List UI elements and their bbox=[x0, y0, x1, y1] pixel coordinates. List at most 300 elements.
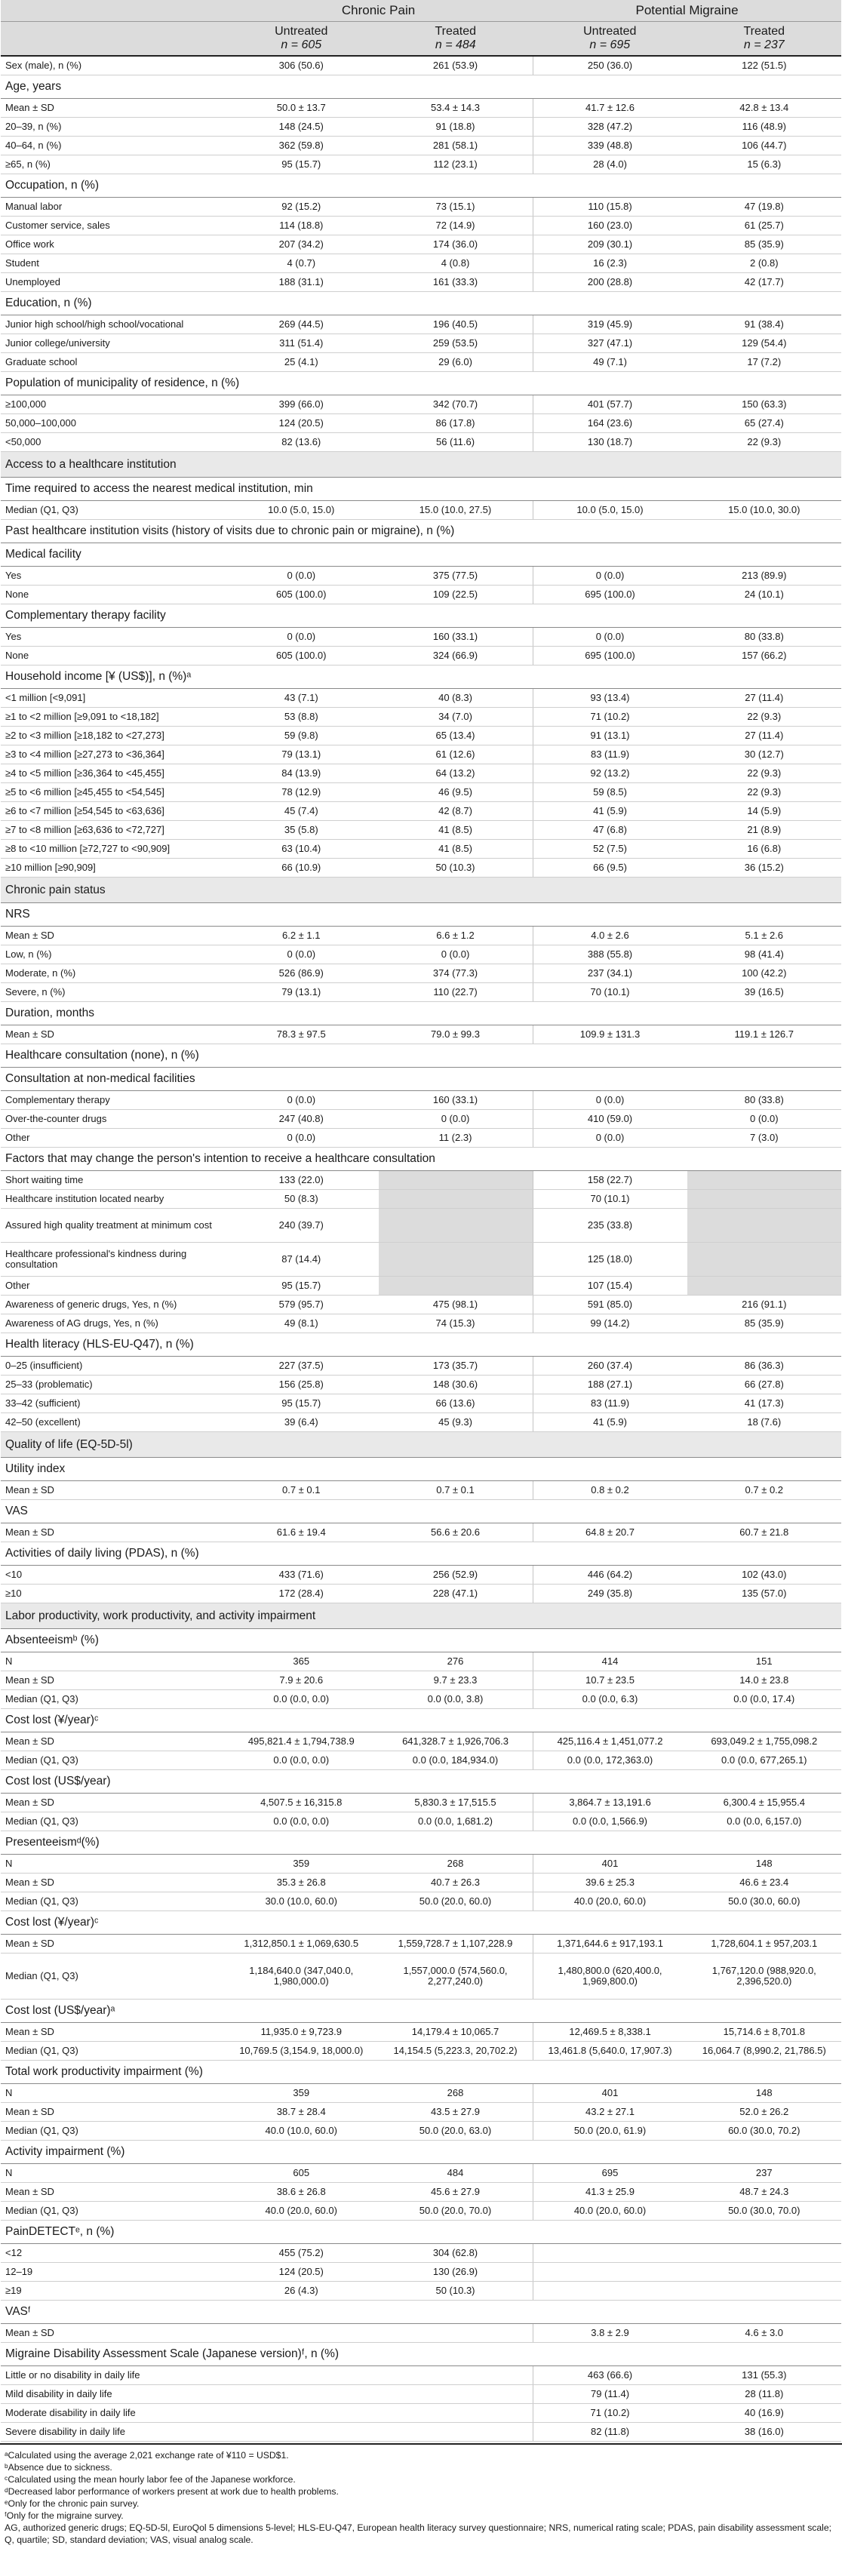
subsection-title: Cost lost (US$/year) bbox=[1, 1770, 841, 1794]
cell-value: 6,300.4 ± 15,955.4 bbox=[687, 1794, 842, 1812]
row-label: Median (Q1, Q3) bbox=[1, 2042, 224, 2061]
subsection-header bbox=[1, 1002, 841, 1025]
table-row bbox=[1, 2263, 841, 2282]
row-label: Mean ± SD bbox=[1, 1874, 224, 1892]
subsection-header bbox=[1, 666, 841, 689]
cell-value: 93 (13.4) bbox=[533, 689, 687, 708]
subsection-title: NRS bbox=[1, 903, 841, 927]
cell-value: 60.7 ± 21.8 bbox=[687, 1523, 842, 1542]
cell-value: 0 (0.0) bbox=[379, 945, 533, 964]
cell-value: 342 (70.7) bbox=[379, 395, 533, 414]
cell-value: 172 (28.4) bbox=[224, 1585, 379, 1603]
table-row bbox=[1, 1812, 841, 1831]
cell-value: 174 (36.0) bbox=[379, 235, 533, 254]
cell-value: 95 (15.7) bbox=[224, 1277, 379, 1296]
cell-value: 399 (66.0) bbox=[224, 395, 379, 414]
cell-value: 50.0 (30.0, 60.0) bbox=[687, 1892, 842, 1911]
row-label: Median (Q1, Q3) bbox=[1, 1812, 224, 1831]
cell-value: 131 (55.3) bbox=[687, 2366, 842, 2385]
cell-value: 85 (35.9) bbox=[687, 1314, 842, 1333]
cell-value: 196 (40.5) bbox=[379, 315, 533, 334]
cell-value bbox=[687, 1171, 842, 1190]
cell-value: 151 bbox=[687, 1652, 842, 1671]
footnote: AG, authorized generic drugs; EQ-5D-5l, EuroQol 5 dimensions 5-level; HLS-EU-Q47, European health literacy survey questionnaire; NRS, numerical rating scale; PDAS, pain disability assessment scale; Q, quartile; SD, standard deviation; VAS, visual analog scale. bbox=[5, 2522, 832, 2545]
subsection-header bbox=[1, 1044, 841, 1068]
table-row bbox=[1, 273, 841, 292]
cell-value: 0.0 (0.0, 3.8) bbox=[379, 1690, 533, 1709]
cell-value: 110 (22.7) bbox=[379, 983, 533, 1002]
cell-value: 83 (11.9) bbox=[533, 1394, 687, 1413]
subsection-header bbox=[1, 75, 841, 99]
cell-value bbox=[687, 2244, 842, 2263]
cell-value: 446 (64.2) bbox=[533, 1566, 687, 1585]
table-row bbox=[1, 2385, 841, 2404]
section-title: Labor productivity, work productivity, and activity impairment bbox=[1, 1603, 841, 1629]
cell-value: 52.0 ± 26.2 bbox=[687, 2103, 842, 2122]
row-label: Mean ± SD bbox=[1, 1732, 224, 1751]
cell-value: 38 (16.0) bbox=[687, 2423, 842, 2442]
subsection-header bbox=[1, 604, 841, 628]
subsection-title: Age, years bbox=[1, 75, 841, 99]
col-label: Treated bbox=[743, 25, 785, 38]
table-row bbox=[1, 1935, 841, 1954]
cell-value: 22 (9.3) bbox=[687, 783, 842, 802]
cell-value: 4.0 ± 2.6 bbox=[533, 927, 687, 945]
row-label: ≥10 million [≥90,909] bbox=[1, 859, 224, 878]
cell-value: 4 (0.8) bbox=[379, 254, 533, 273]
cell-value: 410 (59.0) bbox=[533, 1110, 687, 1129]
cell-value: 484 bbox=[379, 2164, 533, 2183]
cell-value: 401 bbox=[533, 2084, 687, 2103]
col-label: Untreated bbox=[275, 25, 328, 38]
row-label: Median (Q1, Q3) bbox=[1, 1892, 224, 1911]
cell-value: 72 (14.9) bbox=[379, 217, 533, 235]
cell-value: 65 (27.4) bbox=[687, 414, 842, 433]
row-label: Awareness of generic drugs, Yes, n (%) bbox=[1, 1296, 224, 1314]
row-label: Little or no disability in daily life bbox=[1, 2366, 224, 2385]
row-label: ≥8 to <10 million [≥72,727 to <90,909] bbox=[1, 840, 224, 859]
table-row bbox=[1, 1566, 841, 1585]
cell-value: 53 (8.8) bbox=[224, 708, 379, 727]
table-row bbox=[1, 395, 841, 414]
cell-value: 47 (19.8) bbox=[687, 198, 842, 217]
row-label: Junior college/university bbox=[1, 334, 224, 353]
cell-value: 327 (47.1) bbox=[533, 334, 687, 353]
row-label: Median (Q1, Q3) bbox=[1, 1690, 224, 1709]
section-title: Quality of life (EQ-5D-5l) bbox=[1, 1432, 841, 1458]
cell-value: 276 bbox=[379, 1652, 533, 1671]
row-label: Mean ± SD bbox=[1, 1523, 224, 1542]
cell-value: 39.6 ± 25.3 bbox=[533, 1874, 687, 1892]
cell-value: 375 (77.5) bbox=[379, 567, 533, 586]
cell-value: 38.7 ± 28.4 bbox=[224, 2103, 379, 2122]
cell-value: 41 (8.5) bbox=[379, 840, 533, 859]
row-label: Mean ± SD bbox=[1, 1935, 224, 1954]
cell-value: 45 (9.3) bbox=[379, 1413, 533, 1432]
table-row bbox=[1, 56, 841, 75]
row-label: ≥10 bbox=[1, 1585, 224, 1603]
col-n: n = 605 bbox=[281, 38, 322, 51]
cell-value: 0 (0.0) bbox=[533, 567, 687, 586]
row-label: ≥2 to <3 million [≥18,182 to <27,273] bbox=[1, 727, 224, 745]
cell-value: 109 (22.5) bbox=[379, 586, 533, 604]
row-label: Yes bbox=[1, 567, 224, 586]
cell-value: 50 (10.3) bbox=[379, 859, 533, 878]
cell-value: 122 (51.5) bbox=[687, 56, 842, 75]
row-label: ≥100,000 bbox=[1, 395, 224, 414]
subsection-title: Consultation at non-medical facilities bbox=[1, 1068, 841, 1091]
row-label: <10 bbox=[1, 1566, 224, 1585]
cell-value: 10.0 (5.0, 15.0) bbox=[533, 501, 687, 520]
cell-value: 22 (9.3) bbox=[687, 708, 842, 727]
cell-value: 79.0 ± 99.3 bbox=[379, 1025, 533, 1044]
cell-value: 85 (35.9) bbox=[687, 235, 842, 254]
subsection-header bbox=[1, 520, 841, 543]
cell-value: 52 (7.5) bbox=[533, 840, 687, 859]
subsection-title: Total work productivity impairment (%) bbox=[1, 2061, 841, 2084]
row-label: Mean ± SD bbox=[1, 2324, 224, 2343]
cell-value: 26 (4.3) bbox=[224, 2282, 379, 2301]
table-row bbox=[1, 802, 841, 821]
group-header-potential-migraine: Potential Migraine bbox=[533, 0, 841, 22]
table-row bbox=[1, 2202, 841, 2221]
cell-value: 148 (24.5) bbox=[224, 118, 379, 137]
row-label: Mean ± SD bbox=[1, 1481, 224, 1500]
cell-value: 100 (42.2) bbox=[687, 964, 842, 983]
table-row bbox=[1, 1481, 841, 1500]
cell-value: 40.0 (10.0, 60.0) bbox=[224, 2122, 379, 2141]
table-row bbox=[1, 235, 841, 254]
row-label: Sex (male), n (%) bbox=[1, 56, 224, 75]
subsection-header bbox=[1, 2301, 841, 2324]
cell-value: 157 (66.2) bbox=[687, 647, 842, 666]
cell-value: 0.0 (0.0, 6,157.0) bbox=[687, 1812, 842, 1831]
table-row bbox=[1, 1025, 841, 1044]
cell-value: 237 bbox=[687, 2164, 842, 2183]
cell-value: 13,461.8 (5,640.0, 17,907.3) bbox=[533, 2042, 687, 2061]
cell-value: 80 (33.8) bbox=[687, 1091, 842, 1110]
row-label: None bbox=[1, 647, 224, 666]
cell-value: 228 (47.1) bbox=[379, 1585, 533, 1603]
cell-value: 160 (33.1) bbox=[379, 628, 533, 647]
cell-value: 130 (26.9) bbox=[379, 2263, 533, 2282]
cell-value: 0.0 (0.0, 172,363.0) bbox=[533, 1751, 687, 1770]
row-label: Mean ± SD bbox=[1, 1025, 224, 1044]
cell-value: 22 (9.3) bbox=[687, 764, 842, 783]
col-header-pm-untreated bbox=[533, 22, 687, 57]
cell-value: 35 (5.8) bbox=[224, 821, 379, 840]
subsection-title: Complementary therapy facility bbox=[1, 604, 841, 628]
cell-value: 1,312,850.1 ± 1,069,630.5 bbox=[224, 1935, 379, 1954]
cell-value: 65 (13.4) bbox=[379, 727, 533, 745]
table-row bbox=[1, 708, 841, 727]
cell-value: 150 (63.3) bbox=[687, 395, 842, 414]
cell-value: 1,184,640.0 (347,040.0, 1,980,000.0) bbox=[224, 1954, 379, 2000]
cell-value: 78 (12.9) bbox=[224, 783, 379, 802]
table-row bbox=[1, 1413, 841, 1432]
row-label: N bbox=[1, 2164, 224, 2183]
table-row bbox=[1, 2244, 841, 2263]
row-label: Assured high quality treatment at minimum cost bbox=[1, 1209, 224, 1243]
cell-value: 0.8 ± 0.2 bbox=[533, 1481, 687, 1500]
cell-value: 114 (18.8) bbox=[224, 217, 379, 235]
subsection-title: Occupation, n (%) bbox=[1, 174, 841, 198]
table-row bbox=[1, 1690, 841, 1709]
row-label: Mean ± SD bbox=[1, 1794, 224, 1812]
cell-value: 15.0 (10.0, 30.0) bbox=[687, 501, 842, 520]
cell-value: 188 (27.1) bbox=[533, 1376, 687, 1394]
cell-value: 240 (39.7) bbox=[224, 1209, 379, 1243]
cell-value: 311 (51.4) bbox=[224, 334, 379, 353]
cell-value bbox=[224, 2423, 379, 2442]
cell-value: 1,767,120.0 (988,920.0, 2,396,520.0) bbox=[687, 1954, 842, 2000]
subsection-header bbox=[1, 1148, 841, 1171]
cell-value: 107 (15.4) bbox=[533, 1277, 687, 1296]
cell-value: 35.3 ± 26.8 bbox=[224, 1874, 379, 1892]
cell-value: 374 (77.3) bbox=[379, 964, 533, 983]
cell-value: 99 (14.2) bbox=[533, 1314, 687, 1333]
subsection-title: VAS bbox=[1, 1500, 841, 1523]
cell-value: 60.0 (30.0, 70.2) bbox=[687, 2122, 842, 2141]
cell-value: 59 (8.5) bbox=[533, 783, 687, 802]
footnote: ᵃCalculated using the average 2,021 exchange rate of ¥110 = USD$1. bbox=[5, 2450, 289, 2461]
subsection-title: Household income [¥ (US$)], n (%)ᵃ bbox=[1, 666, 841, 689]
cell-value: 130 (18.7) bbox=[533, 433, 687, 452]
cell-value: 74 (15.3) bbox=[379, 1314, 533, 1333]
cell-value: 693,049.2 ± 1,755,098.2 bbox=[687, 1732, 842, 1751]
table-row bbox=[1, 1357, 841, 1376]
cell-value: 63 (10.4) bbox=[224, 840, 379, 859]
cell-value: 129 (54.4) bbox=[687, 334, 842, 353]
cell-value bbox=[687, 2282, 842, 2301]
row-label: 0–25 (insufficient) bbox=[1, 1357, 224, 1376]
cell-value: 0.7 ± 0.1 bbox=[379, 1481, 533, 1500]
cell-value: 161 (33.3) bbox=[379, 273, 533, 292]
cell-value: 164 (23.6) bbox=[533, 414, 687, 433]
subsection-title: Migraine Disability Assessment Scale (Japanese version)ᶠ, n (%) bbox=[1, 2343, 841, 2366]
cell-value: 579 (95.7) bbox=[224, 1296, 379, 1314]
cell-value: 27 (11.4) bbox=[687, 689, 842, 708]
cell-value: 4,507.5 ± 16,315.8 bbox=[224, 1794, 379, 1812]
col-header-pm-treated bbox=[687, 22, 842, 57]
subsection-title: Health literacy (HLS-EU-Q47), n (%) bbox=[1, 1333, 841, 1357]
cell-value: 401 (57.7) bbox=[533, 395, 687, 414]
table-row bbox=[1, 783, 841, 802]
cell-value: 200 (28.8) bbox=[533, 273, 687, 292]
cell-value: 605 bbox=[224, 2164, 379, 2183]
cell-value: 3,864.7 ± 13,191.6 bbox=[533, 1794, 687, 1812]
subsection-title: Absenteeismᵇ (%) bbox=[1, 1629, 841, 1652]
row-label: Severe, n (%) bbox=[1, 983, 224, 1002]
row-label: 12–19 bbox=[1, 2263, 224, 2282]
row-label: Short waiting time bbox=[1, 1171, 224, 1190]
table-row bbox=[1, 315, 841, 334]
table-row bbox=[1, 1751, 841, 1770]
subsection-title: Cost lost (¥/year)ᶜ bbox=[1, 1709, 841, 1732]
cell-value: 695 (100.0) bbox=[533, 647, 687, 666]
cell-value: 1,480,800.0 (620,400.0, 1,969,800.0) bbox=[533, 1954, 687, 2000]
cell-value: 59 (9.8) bbox=[224, 727, 379, 745]
table-row bbox=[1, 501, 841, 520]
subsection-title: Healthcare consultation (none), n (%) bbox=[1, 1044, 841, 1068]
cell-value: 112 (23.1) bbox=[379, 155, 533, 174]
cell-value bbox=[379, 1171, 533, 1190]
footnote: ᶠOnly for the migraine survey. bbox=[5, 2510, 124, 2521]
cell-value: 359 bbox=[224, 1855, 379, 1874]
section-header bbox=[1, 1603, 841, 1629]
row-label: Awareness of AG drugs, Yes, n (%) bbox=[1, 1314, 224, 1333]
row-label: Severe disability in daily life bbox=[1, 2423, 224, 2442]
table-row bbox=[1, 983, 841, 1002]
cell-value: 30.0 (10.0, 60.0) bbox=[224, 1892, 379, 1911]
row-label: Median (Q1, Q3) bbox=[1, 1954, 224, 2000]
cell-value: 362 (59.8) bbox=[224, 137, 379, 155]
cell-value: 24 (10.1) bbox=[687, 586, 842, 604]
group-header-chronic-pain: Chronic Pain bbox=[224, 0, 533, 22]
cell-value: 259 (53.5) bbox=[379, 334, 533, 353]
cell-value: 306 (50.6) bbox=[224, 56, 379, 75]
cell-value: 5,830.3 ± 17,515.5 bbox=[379, 1794, 533, 1812]
row-label: N bbox=[1, 1855, 224, 1874]
subsection-header bbox=[1, 1500, 841, 1523]
cell-value: 43.2 ± 27.1 bbox=[533, 2103, 687, 2122]
subsection-header bbox=[1, 1770, 841, 1794]
cell-value: 148 (30.6) bbox=[379, 1376, 533, 1394]
row-label: Graduate school bbox=[1, 353, 224, 372]
cell-value: 3.8 ± 2.9 bbox=[533, 2324, 687, 2343]
cell-value: 7 (3.0) bbox=[687, 1129, 842, 1148]
cell-value: 66 (10.9) bbox=[224, 859, 379, 878]
cell-value bbox=[379, 2385, 533, 2404]
cell-value: 41 (17.3) bbox=[687, 1394, 842, 1413]
cell-value: 25 (4.1) bbox=[224, 353, 379, 372]
cell-value: 10.7 ± 23.5 bbox=[533, 1671, 687, 1690]
subsection-header bbox=[1, 174, 841, 198]
cell-value: 91 (13.1) bbox=[533, 727, 687, 745]
cell-value: 92 (15.2) bbox=[224, 198, 379, 217]
cell-value: 7.9 ± 20.6 bbox=[224, 1671, 379, 1690]
row-label: Student bbox=[1, 254, 224, 273]
cell-value: 78.3 ± 97.5 bbox=[224, 1025, 379, 1044]
cell-value: 0 (0.0) bbox=[224, 567, 379, 586]
cell-value bbox=[379, 2324, 533, 2343]
cell-value: 247 (40.8) bbox=[224, 1110, 379, 1129]
cell-value bbox=[379, 1190, 533, 1209]
cell-value: 70 (10.1) bbox=[533, 1190, 687, 1209]
row-label: 33–42 (sufficient) bbox=[1, 1394, 224, 1413]
cell-value: 66 (27.8) bbox=[687, 1376, 842, 1394]
cell-value: 605 (100.0) bbox=[224, 647, 379, 666]
cell-value: 70 (10.1) bbox=[533, 983, 687, 1002]
cell-value: 433 (71.6) bbox=[224, 1566, 379, 1585]
cell-value bbox=[379, 2423, 533, 2442]
table-row bbox=[1, 2423, 841, 2442]
col-label: Treated bbox=[435, 25, 477, 38]
header-blank-2 bbox=[1, 22, 224, 57]
cell-value: 1,557,000.0 (574,560.0, 2,277,240.0) bbox=[379, 1954, 533, 2000]
cell-value: 50.0 (20.0, 60.0) bbox=[379, 1892, 533, 1911]
cell-value: 281 (58.1) bbox=[379, 137, 533, 155]
cell-value: 15,714.6 ± 8,701.8 bbox=[687, 2023, 842, 2042]
cell-value: 39 (16.5) bbox=[687, 983, 842, 1002]
cell-value: 39 (6.4) bbox=[224, 1413, 379, 1432]
cell-value: 71 (10.2) bbox=[533, 708, 687, 727]
row-label: Healthcare professional's kindness during consultation bbox=[1, 1243, 224, 1277]
table-row bbox=[1, 1091, 841, 1110]
cell-value bbox=[224, 2324, 379, 2343]
cell-value: 1,371,644.6 ± 917,193.1 bbox=[533, 1935, 687, 1954]
cell-value: 0.0 (0.0, 0.0) bbox=[224, 1751, 379, 1770]
cell-value: 40.0 (20.0, 60.0) bbox=[533, 2202, 687, 2221]
row-label: ≥4 to <5 million [≥36,364 to <45,455] bbox=[1, 764, 224, 783]
table-row bbox=[1, 217, 841, 235]
cell-value: 36 (15.2) bbox=[687, 859, 842, 878]
cell-value: 38.6 ± 26.8 bbox=[224, 2183, 379, 2202]
cell-value: 119.1 ± 126.7 bbox=[687, 1025, 842, 1044]
row-label: Customer service, sales bbox=[1, 217, 224, 235]
row-label: Complementary therapy bbox=[1, 1091, 224, 1110]
cell-value: 86 (17.8) bbox=[379, 414, 533, 433]
data-table bbox=[1, 0, 841, 2442]
cell-value: 56 (11.6) bbox=[379, 433, 533, 452]
row-label: Median (Q1, Q3) bbox=[1, 1751, 224, 1770]
cell-value: 260 (37.4) bbox=[533, 1357, 687, 1376]
cell-value: 29 (6.0) bbox=[379, 353, 533, 372]
subsection-header bbox=[1, 2221, 841, 2244]
cell-value bbox=[533, 2282, 687, 2301]
cell-value: 401 bbox=[533, 1855, 687, 1874]
cell-value: 79 (11.4) bbox=[533, 2385, 687, 2404]
cell-value: 43 (7.1) bbox=[224, 689, 379, 708]
row-label: Other bbox=[1, 1129, 224, 1148]
table-row bbox=[1, 1376, 841, 1394]
cell-value: 0 (0.0) bbox=[224, 1129, 379, 1148]
table-row bbox=[1, 198, 841, 217]
header-blank bbox=[1, 0, 224, 22]
cell-value: 324 (66.9) bbox=[379, 647, 533, 666]
cell-value: 135 (57.0) bbox=[687, 1585, 842, 1603]
cell-value: 328 (47.2) bbox=[533, 118, 687, 137]
cell-value: 21 (8.9) bbox=[687, 821, 842, 840]
row-label: Moderate, n (%) bbox=[1, 964, 224, 983]
cell-value: 0.0 (0.0, 6.3) bbox=[533, 1690, 687, 1709]
row-label: Over-the-counter drugs bbox=[1, 1110, 224, 1129]
cell-value: 40.0 (20.0, 60.0) bbox=[533, 1892, 687, 1911]
cell-value: 695 bbox=[533, 2164, 687, 2183]
col-n: n = 695 bbox=[589, 38, 631, 51]
cell-value: 0.0 (0.0, 677,265.1) bbox=[687, 1751, 842, 1770]
subsection-header bbox=[1, 543, 841, 567]
cell-value: 49 (7.1) bbox=[533, 353, 687, 372]
cell-value: 216 (91.1) bbox=[687, 1296, 842, 1314]
cell-value: 0.0 (0.0, 17.4) bbox=[687, 1690, 842, 1709]
cell-value: 28 (4.0) bbox=[533, 155, 687, 174]
row-label: Mean ± SD bbox=[1, 2183, 224, 2202]
row-label: <50,000 bbox=[1, 433, 224, 452]
cell-value bbox=[224, 2404, 379, 2423]
cell-value: 106 (44.7) bbox=[687, 137, 842, 155]
table-row bbox=[1, 689, 841, 708]
row-label: ≥6 to <7 million [≥54,545 to <63,636] bbox=[1, 802, 224, 821]
cell-value: 66 (13.6) bbox=[379, 1394, 533, 1413]
table-row bbox=[1, 1296, 841, 1314]
cell-value: 102 (43.0) bbox=[687, 1566, 842, 1585]
cell-value: 110 (15.8) bbox=[533, 198, 687, 217]
cell-value: 414 bbox=[533, 1652, 687, 1671]
cell-value: 0 (0.0) bbox=[533, 1129, 687, 1148]
row-label: Other bbox=[1, 1277, 224, 1296]
table-row bbox=[1, 2164, 841, 2183]
